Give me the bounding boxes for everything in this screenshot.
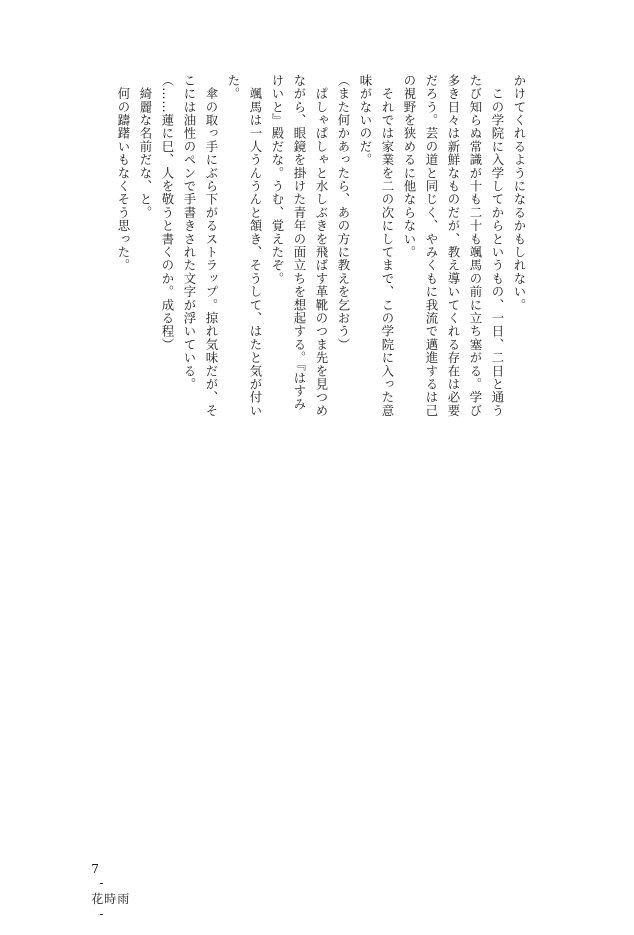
text-line: 何の躊躇いもなくそう思った。: [116, 74, 131, 272]
text-line: た。: [226, 74, 241, 101]
text-line: それでは家業を二の次にしてまで、この学院に入った意: [380, 74, 395, 418]
text-line: 颯馬は一人うんうんと頷き、そうして、はたと気が付い: [248, 74, 263, 418]
text-line: こには油性のペンで手書きされた文字が浮いている。: [182, 74, 197, 391]
text-line: ぱしゃぱしゃと水しぶきを飛ばす革靴のつま先を見つめ: [314, 74, 329, 418]
text-line: けいと』殿だな。うむ、覚えたぞ。: [270, 74, 285, 286]
text-line: 綺麗な名前だな、と。: [138, 74, 153, 220]
page-number: 7: [91, 862, 100, 876]
text-line: （また何かあったら、あの方に教えを乞おう）: [336, 74, 351, 352]
page-footer: [72, 848, 130, 935]
text-line: かけてくれるようになるかもしれない。: [512, 74, 527, 312]
book-title: 花時雨: [91, 892, 131, 906]
body-text: [112, 74, 530, 462]
text-line: 味がないのだ。: [358, 74, 373, 167]
text-line: だろう。芸の道と同じく、やみくもに我流で邁進するは己: [424, 74, 439, 418]
text-line: （……蓮に巳、人を敬うと書くのか。成る程）: [160, 74, 175, 352]
text-line: の視野を狭めるに他ならない。: [402, 74, 417, 259]
footer-separator: -: [99, 907, 105, 921]
text-line: 傘の取っ手にぶら下がるストラップ。掠れ気味だが、そ: [204, 74, 219, 418]
text-line: たび知らぬ常識が十も二十も颯馬の前に立ち塞がる。学び: [468, 74, 483, 418]
text-line: 多き日々は新鮮なものだが、教え導いてくれる存在は必要: [446, 74, 461, 418]
text-line: この学院に入学してからというもの、一日、二日と通う: [490, 74, 505, 418]
footer-separator: -: [99, 876, 105, 890]
text-line: ながら、眼鏡を掛けた青年の面立ちを想起する。『はすみ: [292, 74, 307, 411]
